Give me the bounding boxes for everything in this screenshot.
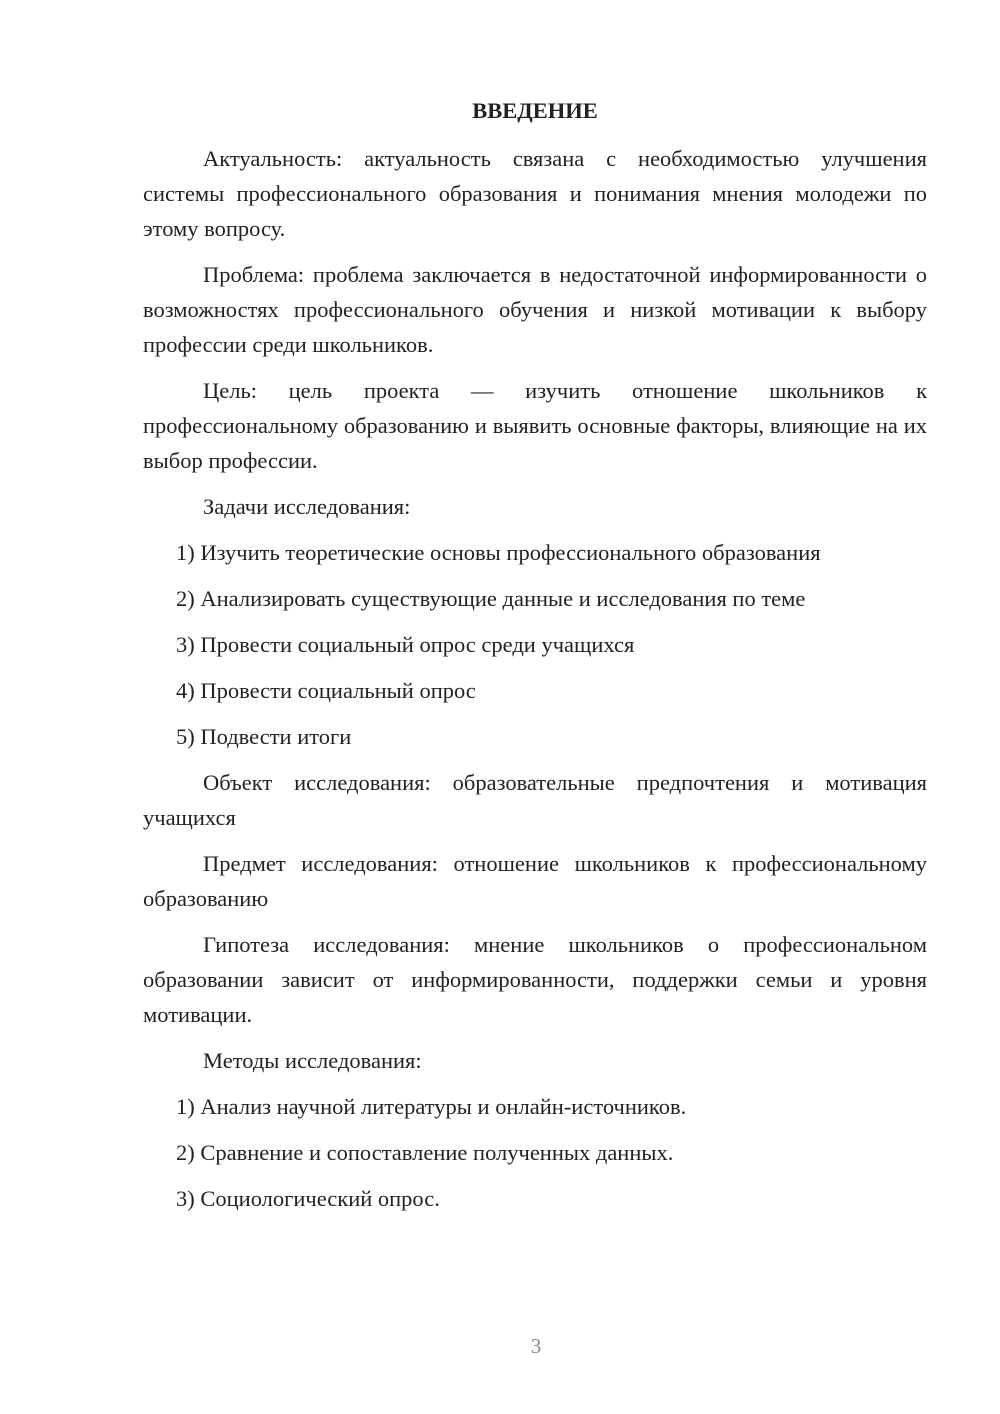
relevance-paragraph: Актуальность: актуальность связана с необходимостью улучшения системы профессионального образования и понимания мнения молодежи по этому вопросу. — [143, 146, 927, 241]
tasks-list — [143, 535, 927, 754]
method-item-3: 3) Социологический опрос. — [176, 1186, 440, 1211]
method-item-2: 2) Сравнение и сопоставление полученных данных. — [176, 1140, 674, 1165]
hypothesis-paragraph: Гипотеза исследования: мнение школьников о профессиональном образовании зависит от информированности, поддержки семьи и уровня мотивации. — [143, 932, 927, 1027]
goal-paragraph: Цель: цель проекта — изучить отношение школьников к профессиональному образованию и выявить основные факторы, влияющие на их выбор профессии. — [143, 378, 927, 473]
methods-heading: Методы исследования: — [203, 1048, 422, 1073]
task-item-3: 3) Провести социальный опрос среди учащихся — [176, 632, 635, 657]
task-item-5: 5) Подвести итоги — [176, 724, 352, 749]
methods-list — [143, 1089, 927, 1216]
task-item-4: 4) Провести социальный опрос — [176, 678, 476, 703]
problem-paragraph: Проблема: проблема заключается в недостаточной информированности о возможностях профессионального обучения и низкой мотивации к выбору профессии среди школьников. — [143, 262, 927, 357]
subject-paragraph: Предмет исследования: отношение школьников к профессиональному образованию — [143, 851, 927, 911]
task-item-2: 2) Анализировать существующие данные и исследования по теме — [176, 586, 806, 611]
page-number: 3 — [530, 1334, 542, 1358]
method-item-1: 1) Анализ научной литературы и онлайн-источников. — [176, 1094, 687, 1119]
section-title: ВВЕДЕНИЕ — [472, 98, 598, 123]
task-item-1: 1) Изучить теоретические основы профессионального образования — [176, 540, 821, 565]
object-paragraph: Объект исследования: образовательные предпочтения и мотивация учащихся — [143, 770, 927, 830]
page-content — [143, 95, 927, 1227]
tasks-heading: Задачи исследования: — [203, 494, 411, 519]
